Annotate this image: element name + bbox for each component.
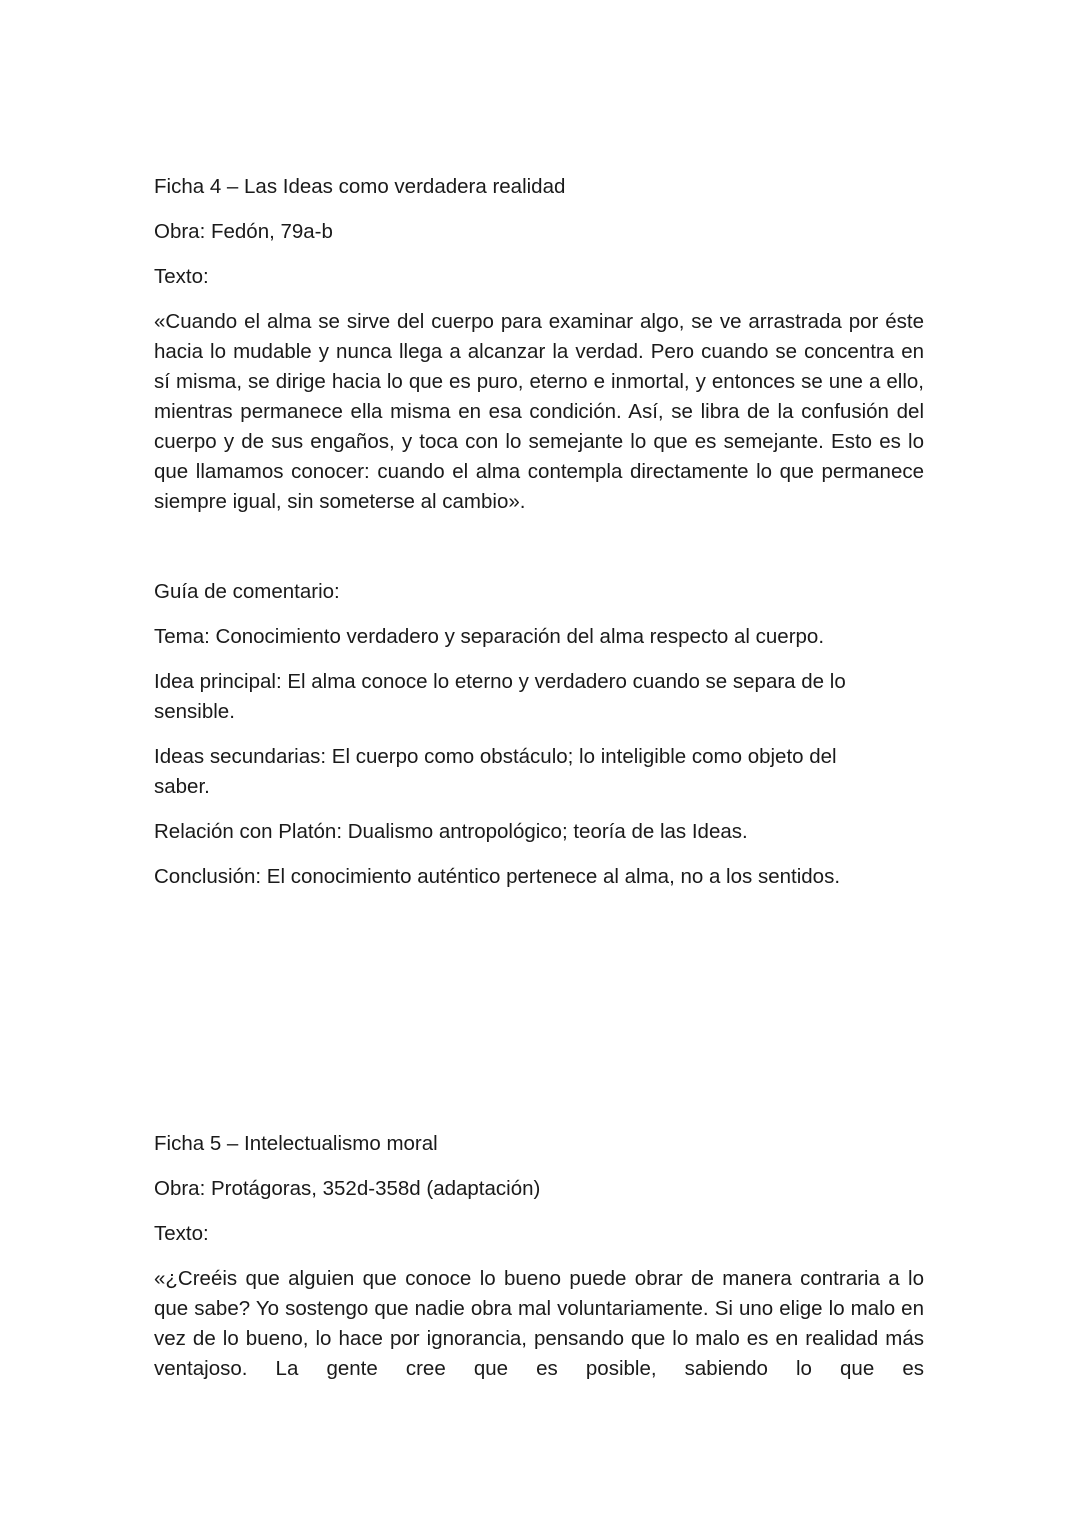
ficha4-guia-label: Guía de comentario:: [154, 580, 340, 603]
ficha4-title: Ficha 4 – Las Ideas como verdadera realidad: [154, 175, 566, 198]
ficha5-quote: «¿Creéis que alguien que conoce lo bueno puede obrar de manera contraria a lo que sabe? Yo sostengo que nadie obra mal voluntariamente. Si uno elige lo malo en vez de lo bueno, lo hace por ignorancia, pensando que lo malo es en realidad más ventajoso. La gente cree que es posible, sabiendo lo que es: [154, 1267, 924, 1380]
ficha4-conclusion: Conclusión: El conocimiento auténtico pertenece al alma, no a los sentidos.: [154, 865, 841, 888]
ficha5-texto-label: Texto:: [154, 1222, 209, 1245]
ficha4-ideas-secundarias: Ideas secundarias: El cuerpo como obstáculo; lo inteligible como objeto del saber.: [154, 745, 837, 798]
ficha4-tema: Tema: Conocimiento verdadero y separación del alma respecto al cuerpo.: [154, 625, 825, 648]
ficha5-title: Ficha 5 – Intelectualismo moral: [154, 1132, 438, 1155]
ficha4-texto-label: Texto:: [154, 265, 209, 288]
ficha4-obra: Obra: Fedón, 79a-b: [154, 220, 333, 243]
ficha4-relacion: Relación con Platón: Dualismo antropológico; teoría de las Ideas.: [154, 820, 748, 843]
ficha4-idea-principal: Idea principal: El alma conoce lo eterno y verdadero cuando se separa de lo sensible.: [154, 670, 846, 723]
ficha5-obra: Obra: Protágoras, 352d-358d (adaptación): [154, 1177, 541, 1200]
ficha4-quote: «Cuando el alma se sirve del cuerpo para examinar algo, se ve arrastrada por éste hacia lo mudable y nunca llega a alcanzar la verdad. Pero cuando se concentra en sí misma, se dirige hacia lo que es puro, eterno e inmortal, y entonces se une a ello, mientras permanece ella misma en esa condición. Así, se libra de la confusión del cuerpo y de sus engaños, y toca con lo semejante lo que es semejante. Esto es lo que llamamos conocer: cuando el alma contempla directamente lo que permanece siempre igual, sin someterse al cambio».: [154, 310, 924, 513]
